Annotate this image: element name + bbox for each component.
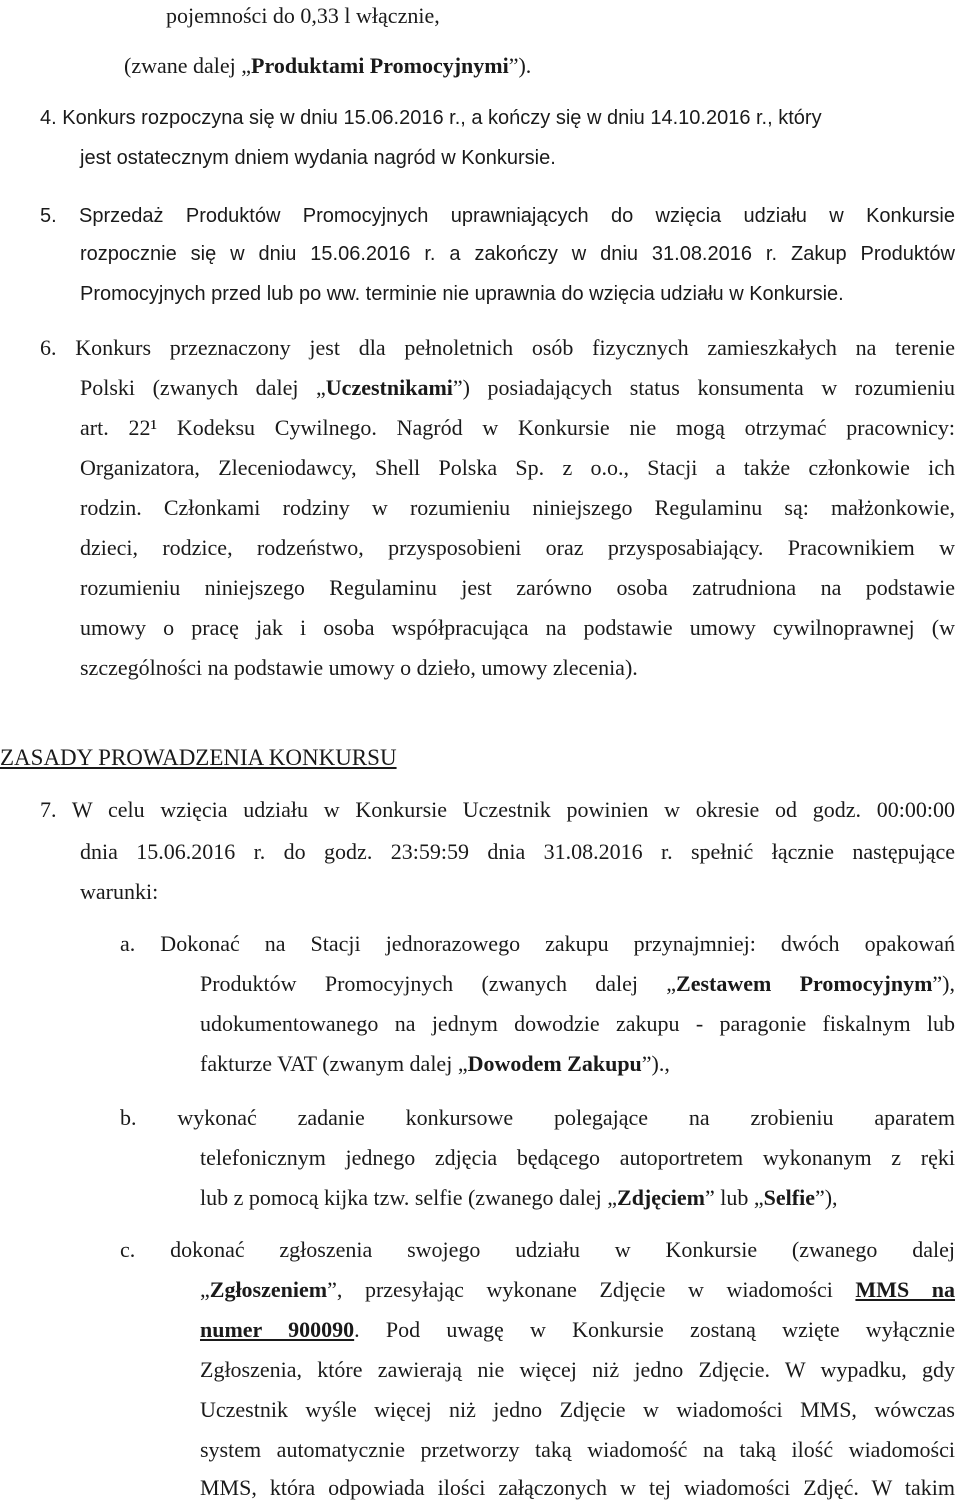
text-run: lub z pomocą kijka tzw. selfie (zwanego dalej „ [200,1185,618,1210]
text-run: 7. W celu wzięcia udziału w Konkursie Uczestnik powinien w okresie od godz. 00:00:00 [40,797,955,822]
text-line [200,1144,955,1172]
sub-item-c [120,1236,955,1264]
text-line [80,878,158,906]
text-run: system automatycznie przetworzy taką wiadomość na taką ilość wiadomości [200,1437,955,1462]
text-run: Uczestnik wyśle więcej niż jedno Zdjęcie w wiadomości MMS, wówczas [200,1397,955,1422]
text-line [200,970,955,998]
text-run: Zdjęciem [617,1185,705,1210]
text-run: warunki: [80,879,159,904]
text-line [80,240,955,268]
text-run: c. dokonać zgłoszenia swojego udziału w Konkursie (zwanego dalej [120,1237,955,1262]
text-line [166,2,440,30]
text-run: Zgłoszeniem [209,1277,328,1302]
text-line [80,144,556,172]
text-line [80,654,638,682]
text-run: MMS, która odpowiada ilości załączonych w tej wiadomości Zdjęć. W takim [200,1475,955,1500]
text-run: Selfie [763,1185,815,1210]
text-line [200,1050,670,1078]
text-run: 4. Konkurs rozpoczyna się w dniu 15.06.2016 r., a kończy się w dniu 14.10.2016 r., który [40,107,822,129]
text-line [80,838,955,866]
text-line [80,280,844,308]
text-run: b. wykonać zadanie konkursowe polegające na zrobieniu aparatem [120,1105,955,1130]
text-run: telefonicznym jednego zdjęcia będącego autoportretem wykonanym z ręki [200,1145,955,1170]
text-line [80,614,955,642]
text-run: numer 900090 [200,1317,355,1342]
text-line [80,574,955,602]
text-run: rozpocznie się w dniu 15.06.2016 r. a zakończy w dniu 31.08.2016 r. Zakup Produktów [80,243,955,265]
text-run: Promocyjnych przed lub po ww. terminie nie uprawnia do wzięcia udziału w Konkursie. [80,283,844,305]
text-run: art. 22¹ Kodeksu Cywilnego. Nagród w Konkursie nie mogą otrzymać pracownicy: [80,415,955,440]
text-run: Organizatora, Zleceniodawcy, Shell Polska Sp. z o.o., Stacji a także członkowie ich [80,455,955,480]
text-run: fakturze VAT (zwanym dalej „ [200,1051,468,1076]
text-run: . Pod uwagę w Konkursie zostaną wzięte wyłącznie [354,1317,955,1342]
text-run: ” lub „ [704,1185,764,1210]
text-run: (zwane dalej „ [124,53,252,78]
text-run: Uczestnikami [325,375,453,400]
text-run: ”) posiadających status konsumenta w rozumieniu [452,375,955,400]
list-item-4 [40,104,955,132]
text-line [80,494,955,522]
sub-item-a [120,930,955,958]
list-item-6 [40,334,955,362]
list-item-5 [40,202,955,230]
text-run: rodzin. Członkami rodziny w rozumieniu niniejszego Regulaminu są: małżonkowie, [80,495,955,520]
text-line [200,1316,955,1344]
text-run: 5. Sprzedaż Produktów Promocyjnych uprawniających do wzięcia udziału w Konkursie [40,205,955,227]
text-line [80,454,955,482]
text-run: Produktami Promocyjnymi [251,53,509,78]
text-run: rozumieniu niniejszego Regulaminu jest zarówno osoba zatrudniona na podstawie [80,575,955,600]
text-line [200,1396,955,1424]
text-line [80,414,955,442]
text-run: ZASADY PROWADZENIA KONKURSU [0,745,397,770]
text-run: Produktów Promocyjnych (zwanych dalej „ [200,971,677,996]
text-run: Dowodem Zakupu [467,1051,642,1076]
text-line [200,1474,955,1502]
sub-item-b [120,1104,955,1132]
text-run: udokumentowanego na jednym dowodzie zakupu - paragonie fiskalnym lub [200,1011,955,1036]
text-line [80,534,955,562]
text-run: ”)., [641,1051,670,1076]
text-line [200,1184,838,1212]
text-run: jest ostatecznym dniem wydania nagród w Konkursie. [80,147,556,169]
text-run: Polski (zwanych dalej „ [80,375,326,400]
text-line [124,52,531,80]
text-run: dnia 15.06.2016 r. do godz. 23:59:59 dnia 31.08.2016 r. spełnić łącznie następujące [80,839,955,864]
text-line [200,1010,955,1038]
text-run: a. Dokonać na Stacji jednorazowego zakupu przynajmniej: dwóch opakowań [120,931,955,956]
text-run: dzieci, rodzice, rodzeństwo, przysposobieni oraz przysposabiający. Pracownikiem w [80,535,955,560]
text-run: ”). [508,53,532,78]
text-run: ”, przesyłając wykonane Zdjęcie w wiadomości [327,1277,856,1302]
text-line [200,1436,955,1464]
text-run: szczególności na podstawie umowy o dzieło, umowy zlecenia). [80,655,638,680]
text-run: umowy o pracę jak i osoba współpracująca na podstawie umowy cywilnoprawnej (w [80,615,955,640]
text-line [80,374,955,402]
text-line [200,1276,955,1304]
text-run: Zestawem Promocyjnym [676,971,933,996]
text-run: Zgłoszenia, które zawierają nie więcej niż jedno Zdjęcie. W wypadku, gdy [200,1357,955,1382]
text-run: MMS na [855,1277,956,1302]
text-run: „ [200,1277,210,1302]
text-run: 6. Konkurs przeznaczony jest dla pełnoletnich osób fizycznych zamieszkałych na terenie [40,335,955,360]
text-run: ”), [814,1185,838,1210]
list-item-7 [40,796,955,824]
text-run: pojemności do 0,33 l włącznie, [166,3,440,28]
section-heading [0,744,397,772]
text-run: ”), [932,971,955,996]
text-line [200,1356,955,1384]
